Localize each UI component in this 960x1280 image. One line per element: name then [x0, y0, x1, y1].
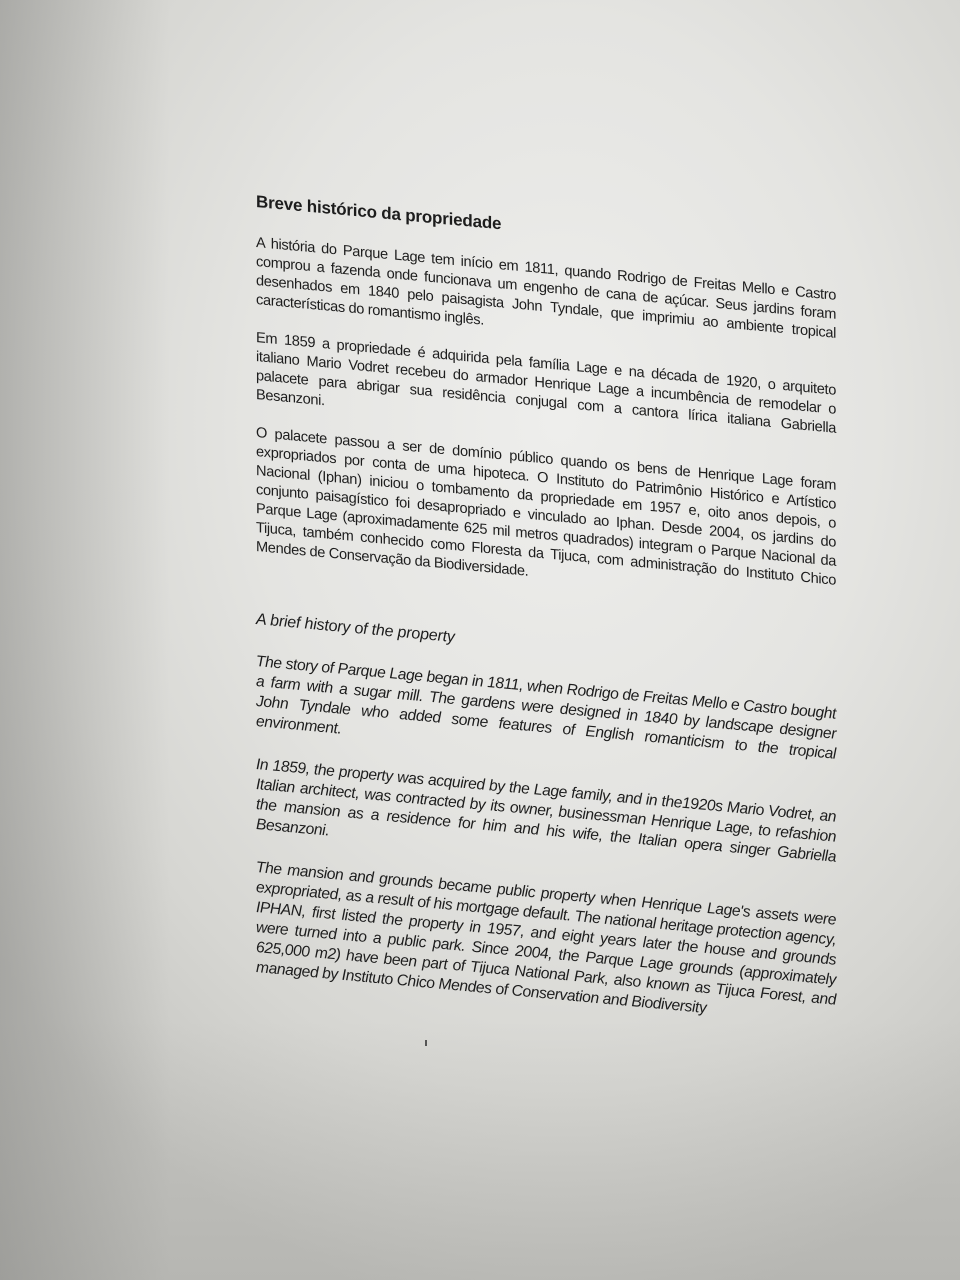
- history-text-panel: [256, 192, 836, 1065]
- paragraph-pt-1: A história do Parque Lage tem início em 1811, quando Rodrigo de Freitas Mello e Castro comprou a fazenda onde funcionava um engenho de cana de açúcar. Seus jardins foram desenhados em 1840 pelo paisagista John Tyndale, que imprimiu ao ambiente tropical características do romantismo inglês.: [256, 235, 836, 342]
- paragraph-pt-3: O palacete passou a ser de domínio público quando os bens de Henrique Lage foram expropriados por conta de uma hipoteca. O Instituto do Patrimônio Histórico e Artístico Nacional (Iphan) iniciou o tombamento da propriedade em 1957 e, oito anos depois, o conjunto paisagístico foi desapropriado e vinculado ao Iphan. Desde 2004, os jardins do Parque Lage (aproximadamente 625 mil metros quadrados) integram o Parque Nacional da Tijuca, também conhecido como Floresta da Tijuca, com administração do Instituto Chico Mendes de Conservação da Biodiversidade.: [256, 425, 836, 589]
- paragraph-en-1: The story of Parque Lage began in 1811, when Rodrigo de Freitas Mello e Castro bought a farm with a sugar mill. The gardens were designed in 1840 by landscape designer John Tyndale who added some features of English romanticism to the tropical environment.: [256, 653, 836, 763]
- paragraph-en-3: The mansion and grounds became public property when Henrique Lage's assets were expropriated, as a result of his mortgage default. The national heritage protection agency, IPHAN, first listed the property in 1957, and eight years later the house and grounds were turned into a public park. Since 2004, the Parque Lage grounds (approximately 625,000 m2) have been part of Tijuca National Park, also known as Tijuca Forest, and managed by Instituto Chico Mendes of Conservation and Biodiversity: [256, 859, 836, 1017]
- heading-portuguese: Breve histórico da propriedade: [256, 192, 502, 234]
- paragraph-pt-2: Em 1859 a propriedade é adquirida pela família Lage e na década de 1920, o arquiteto italiano Mario Vodret recebeu do armador Henrique Lage a incumbência de remodelar o palacete para abrigar sua residência conjugal com a cantora lírica italiana Gabriella Besanzoni.: [256, 330, 836, 437]
- wall-mark: [425, 1040, 427, 1046]
- paragraph-en-2: In 1859, the property was acquired by the Lage family, and in the1920s Mario Vodret, an Italian architect, was contracted by its owner, businessman Henrique Lage, to refashion the mansion as a residence for him and his wife, the Italian opera singer Gabriella Besanzoni.: [256, 756, 836, 866]
- heading-english: A brief history of the property: [256, 611, 455, 647]
